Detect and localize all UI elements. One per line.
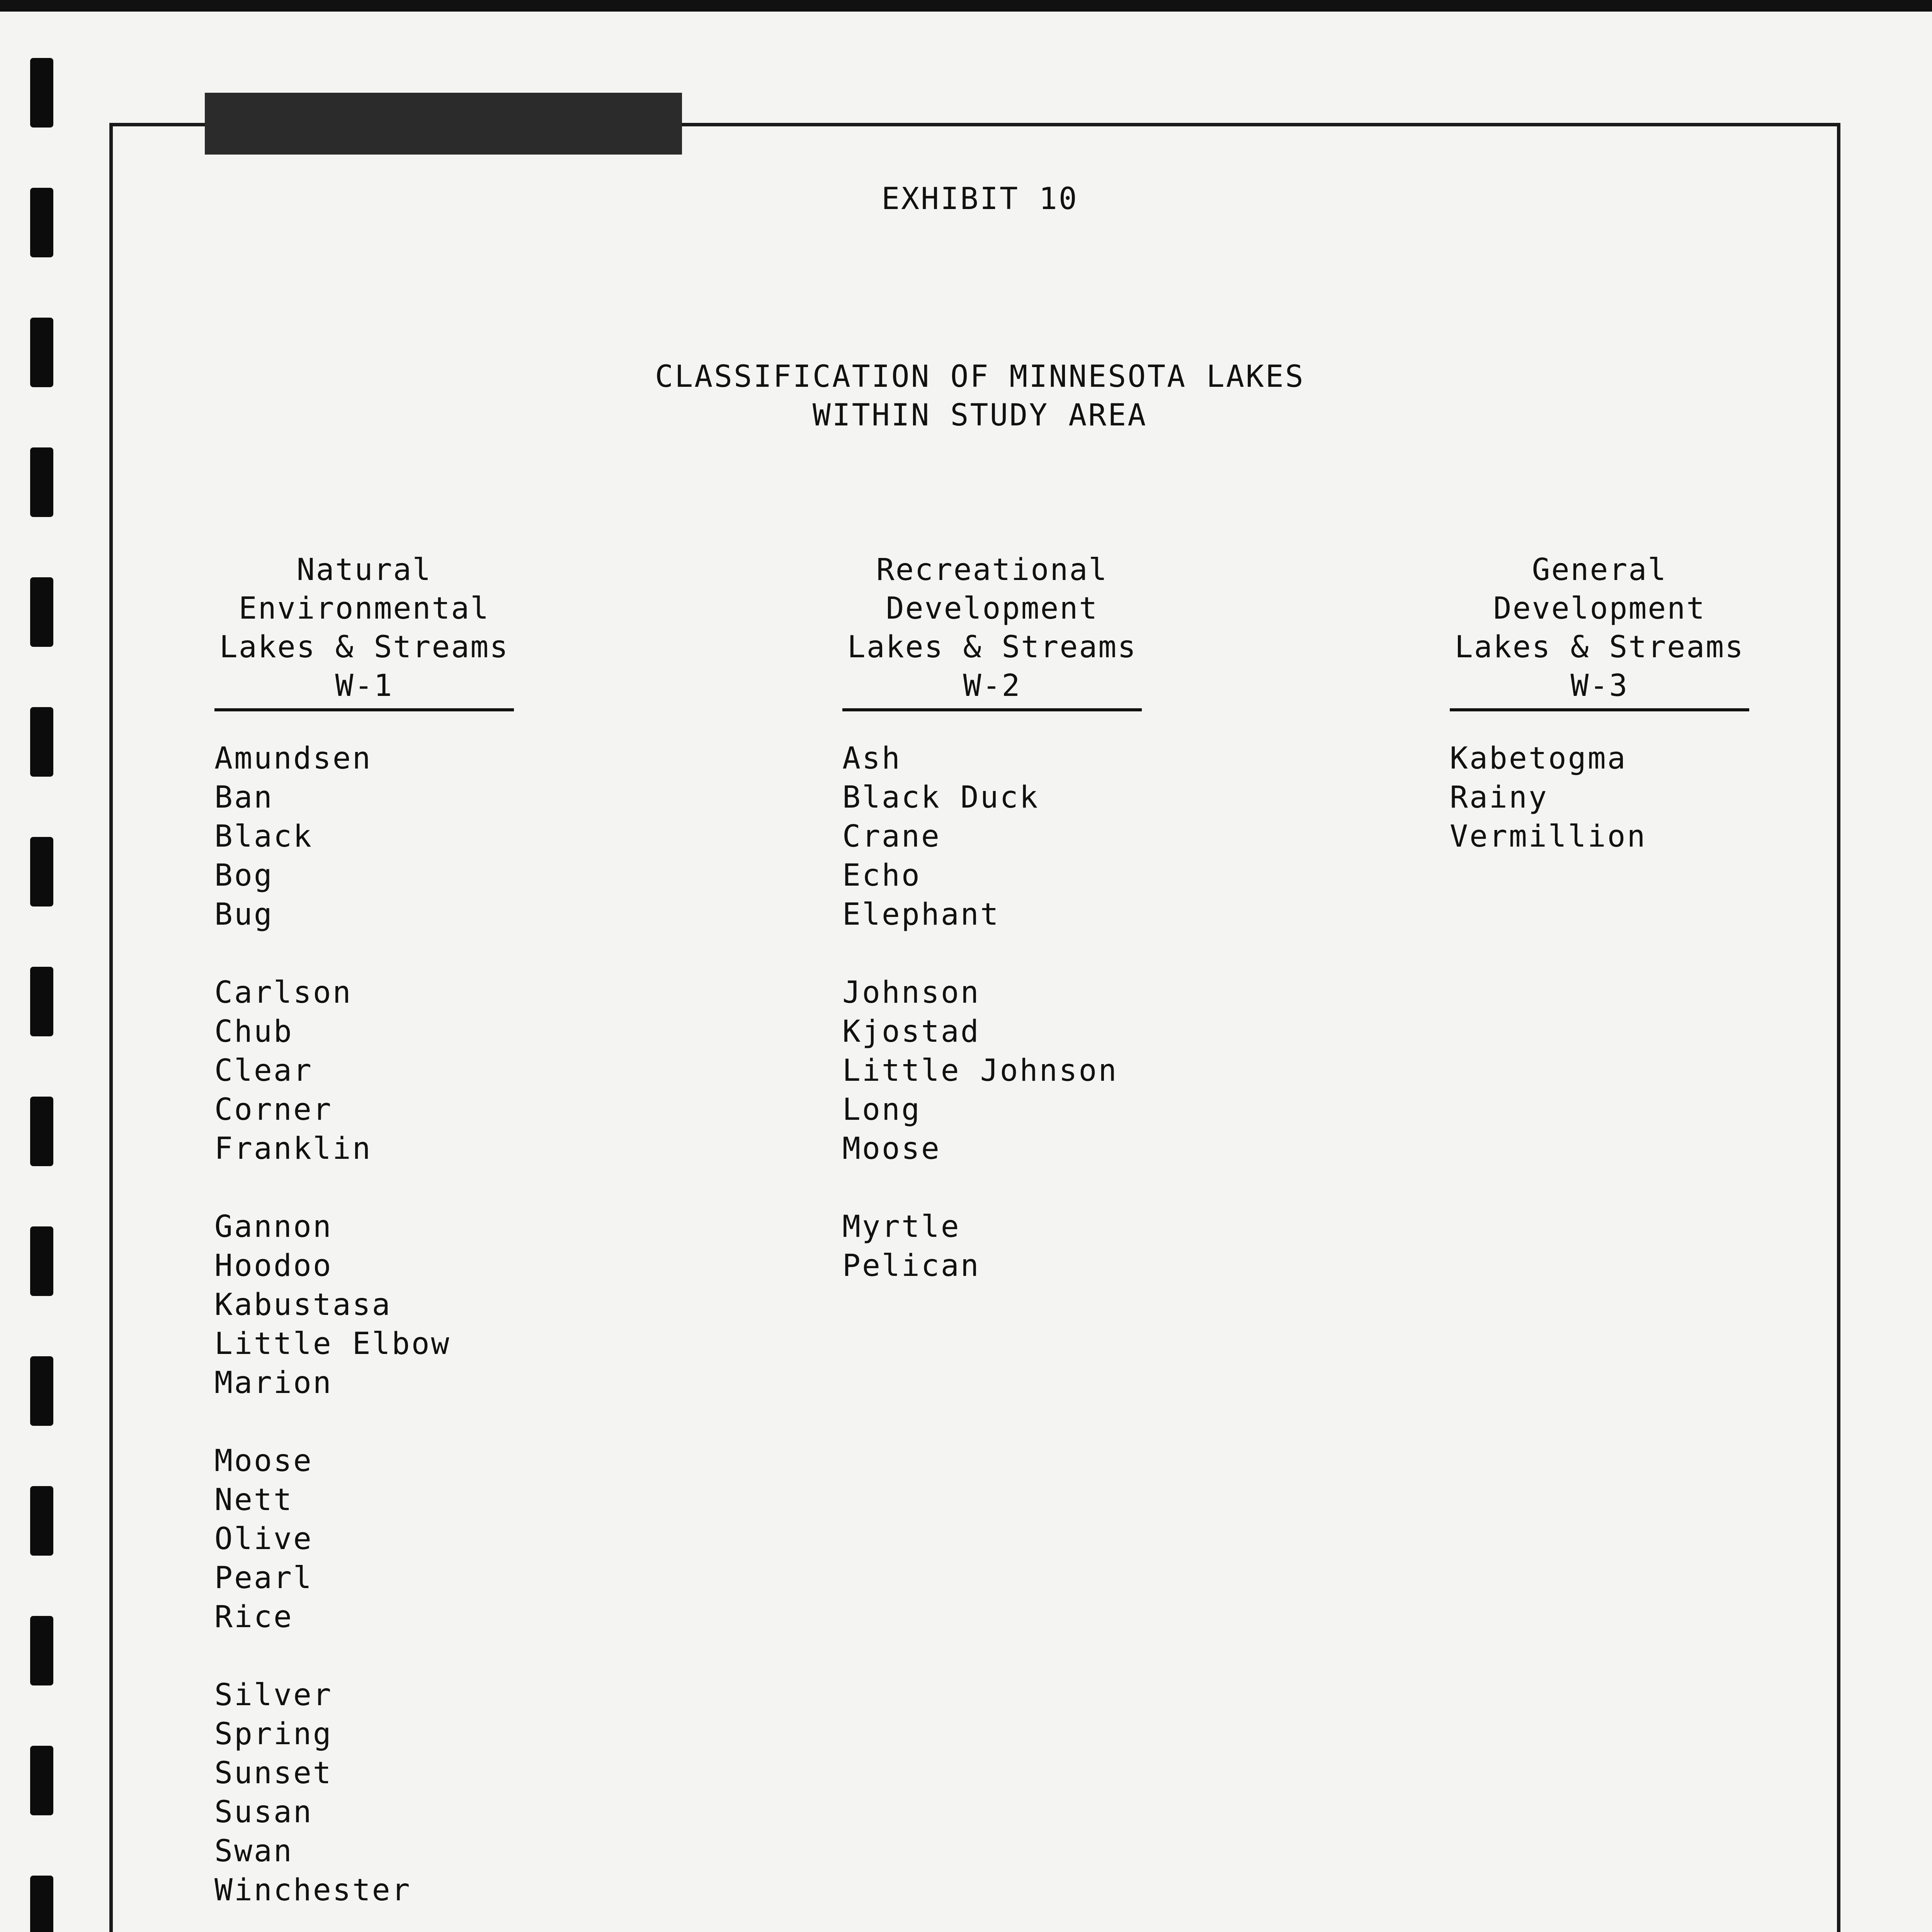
lake-name: Chub: [214, 1014, 293, 1049]
lake-name: Marion: [214, 1366, 333, 1400]
lake-name: Rainy: [1450, 780, 1548, 815]
binding-hole: [30, 707, 53, 777]
lake-name: Myrtle: [842, 1209, 961, 1244]
binding-holes: [30, 58, 57, 1932]
lake-name: Long: [842, 1092, 921, 1127]
lake-name: Kabustasa: [214, 1287, 392, 1322]
binding-hole: [30, 1226, 53, 1296]
document-title: [0, 357, 1932, 435]
lake-name: Johnson: [842, 975, 980, 1010]
lake-name: Elephant: [842, 897, 1000, 932]
lake-name: Ban: [214, 780, 274, 815]
lake-name: Echo: [842, 858, 921, 893]
lake-group: [1450, 739, 1749, 856]
binding-hole: [30, 577, 53, 647]
heading-line: Lakes & Streams: [847, 630, 1137, 665]
column-heading: [214, 551, 514, 711]
binding-hole: [30, 967, 53, 1036]
heading-line: Development: [1493, 591, 1706, 626]
lake-name: Amundsen: [214, 741, 372, 776]
heading-line: Natural: [296, 553, 432, 587]
lake-name: Vermillion: [1450, 819, 1647, 854]
lake-name: Sunset: [214, 1756, 333, 1791]
lake-name: Winchester: [214, 1873, 412, 1908]
lake-name: Crane: [842, 819, 941, 854]
lake-name: Kabetogma: [1450, 741, 1627, 776]
lake-group: [214, 1676, 514, 1910]
lake-group: [214, 739, 514, 934]
heading-line: Recreational: [876, 553, 1108, 587]
lake-list: [1450, 739, 1749, 856]
lake-group: [214, 1208, 514, 1403]
lake-name: Moose: [214, 1444, 313, 1478]
lake-name: Kjostad: [842, 1014, 980, 1049]
title-line-2: WITHIN STUDY AREA: [812, 398, 1148, 433]
lake-name: Black: [214, 819, 313, 854]
lake-name: Black Duck: [842, 780, 1039, 815]
lake-name: Bog: [214, 858, 274, 893]
lake-name: Moose: [842, 1131, 941, 1166]
lake-name: Little Johnson: [842, 1053, 1118, 1088]
lake-name: Spring: [214, 1717, 333, 1752]
lake-group: [842, 973, 1142, 1168]
column-w3: [1450, 551, 1749, 895]
heading-line: W-3: [1570, 668, 1629, 703]
lake-list: [214, 739, 514, 1910]
binding-hole: [30, 1876, 53, 1932]
lake-name: Franklin: [214, 1131, 372, 1166]
lake-name: Pelican: [842, 1248, 980, 1283]
lake-name: Nett: [214, 1483, 293, 1517]
lake-name: Rice: [214, 1600, 293, 1634]
column-w1: [214, 551, 514, 1932]
lake-name: Gannon: [214, 1209, 333, 1244]
lake-name: Susan: [214, 1795, 313, 1830]
heading-line: W-1: [335, 668, 393, 703]
lake-name: Carlson: [214, 975, 352, 1010]
lake-name: Swan: [214, 1834, 293, 1869]
lake-group: [214, 973, 514, 1168]
lake-name: Little Elbow: [214, 1327, 451, 1361]
binding-hole: [30, 1616, 53, 1685]
title-line-1: CLASSIFICATION OF MINNESOTA LAKES: [655, 359, 1305, 394]
column-w2: [842, 551, 1142, 1325]
lake-group: [842, 739, 1142, 934]
binding-hole: [30, 1356, 53, 1426]
binding-hole: [30, 1486, 53, 1556]
lake-group: [842, 1208, 1142, 1286]
binding-hole: [30, 1097, 53, 1166]
lake-name: Pearl: [214, 1561, 313, 1595]
lake-name: Corner: [214, 1092, 333, 1127]
binding-hole: [30, 58, 53, 128]
binding-hole: [30, 837, 53, 906]
heading-line: General: [1532, 553, 1667, 587]
lake-list: [842, 739, 1142, 1286]
column-heading: [842, 551, 1142, 711]
lake-name: Ash: [842, 741, 901, 776]
lake-name: Hoodoo: [214, 1248, 333, 1283]
binding-hole: [30, 447, 53, 517]
heading-line: Development: [886, 591, 1099, 626]
heading-line: Environmental: [238, 591, 490, 626]
heading-line: Lakes & Streams: [1454, 630, 1745, 665]
scan-top-edge: [0, 0, 1932, 12]
heading-line: W-2: [963, 668, 1021, 703]
lake-name: Clear: [214, 1053, 313, 1088]
lake-name: Bug: [214, 897, 274, 932]
lake-group: [214, 1442, 514, 1637]
lake-name: Silver: [214, 1678, 333, 1713]
column-heading: [1450, 551, 1749, 711]
exhibit-label: EXHIBIT 10: [881, 182, 1078, 216]
redacted-label-bar: [205, 93, 682, 155]
heading-line: Lakes & Streams: [219, 630, 509, 665]
lake-name: Olive: [214, 1522, 313, 1556]
binding-hole: [30, 1746, 53, 1815]
